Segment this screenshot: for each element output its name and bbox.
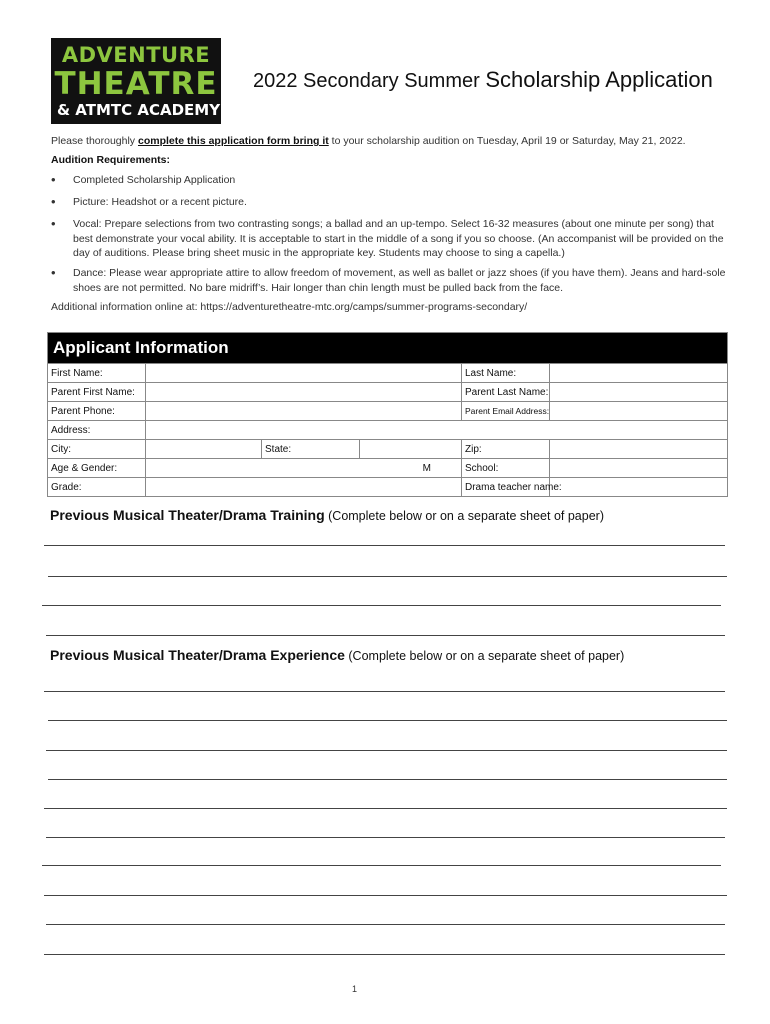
intro-paragraph: [51, 134, 731, 148]
experience-write-line[interactable]: [42, 865, 721, 866]
logo-line-3: & ATMTC ACADEMY: [57, 101, 221, 119]
experience-write-line[interactable]: [44, 691, 725, 692]
zip-label: Zip:: [462, 440, 550, 459]
state-label: State:: [262, 440, 360, 459]
first-name-label: First Name:: [48, 364, 146, 383]
bullet-icon: •: [51, 216, 56, 231]
experience-write-line[interactable]: [44, 895, 727, 896]
zip-field[interactable]: [550, 440, 728, 459]
training-write-line[interactable]: [42, 605, 721, 606]
additional-info: Additional information online at: https://adventuretheatre-mtc.org/camps/summer-programs-secondary/: [51, 301, 528, 313]
address-field[interactable]: [146, 421, 728, 440]
requirement-text: Picture: Headshot or a recent picture.: [73, 196, 247, 208]
drama-teacher-field[interactable]: [550, 478, 728, 497]
parent-last-name-field[interactable]: [550, 383, 728, 402]
bullet-icon: •: [51, 194, 56, 209]
training-write-line[interactable]: [48, 576, 727, 577]
parent-phone-field[interactable]: [146, 402, 462, 421]
intro-after: to your scholarship audition on Tuesday, April 19 or Saturday, May 21, 2022.: [328, 135, 686, 147]
intro-underlined: complete this application form bring it: [137, 135, 329, 147]
experience-write-line[interactable]: [48, 720, 727, 721]
experience-section-title: [50, 647, 624, 663]
grade-field[interactable]: [146, 478, 462, 497]
parent-first-name-label: Parent First Name:: [48, 383, 146, 402]
training-title: Previous Musical Theater/Drama Training: [50, 507, 325, 523]
age-gender-field[interactable]: M: [146, 459, 462, 478]
address-label: Address:: [48, 421, 146, 440]
bullet-icon: •: [51, 172, 56, 187]
training-section-title: [50, 507, 604, 523]
city-field[interactable]: [146, 440, 262, 459]
intro-before: Please thoroughly: [51, 135, 138, 147]
parent-phone-label: Parent Phone:: [48, 402, 146, 421]
grade-label: Grade:: [48, 478, 146, 497]
experience-title: Previous Musical Theater/Drama Experience: [50, 647, 345, 663]
requirements-heading: Audition Requirements:: [51, 154, 171, 166]
experience-write-line[interactable]: [48, 779, 727, 780]
logo-line-2: THEATRE: [54, 66, 218, 102]
bullet-icon: •: [51, 265, 56, 280]
adventure-theatre-logo: [51, 38, 221, 124]
parent-email-label: Parent Email Address:: [462, 402, 550, 421]
title-part-2: Scholarship Application: [485, 67, 713, 92]
state-field[interactable]: [360, 440, 462, 459]
school-field[interactable]: [550, 459, 728, 478]
last-name-label: Last Name:: [462, 364, 550, 383]
experience-write-line[interactable]: [46, 837, 725, 838]
title-part-1: 2022 Secondary Summer: [253, 70, 486, 92]
school-label: School:: [462, 459, 550, 478]
page-number: 1: [352, 984, 358, 994]
experience-note: (Complete below or on a separate sheet of paper): [344, 649, 625, 663]
applicant-information-table: [47, 332, 728, 497]
parent-last-name-label: Parent Last Name:: [462, 383, 550, 402]
requirement-text: Dance: Please wear appropriate attire to allow freedom of movement, as well as ballet or jazz shoes (if you have them). Jeans and hard-sole shoes are not permitted. No bare midriff’s. Hair longer than chin length must be pulled back from the face.: [73, 267, 726, 294]
parent-email-field[interactable]: [550, 402, 728, 421]
parent-first-name-field[interactable]: [146, 383, 462, 402]
experience-write-line[interactable]: [46, 750, 727, 751]
training-note: (Complete below or on a separate sheet of paper): [324, 509, 604, 523]
city-label: City:: [48, 440, 146, 459]
drama-teacher-label: Drama teacher name:: [462, 478, 550, 497]
requirement-text: Vocal: Prepare selections from two contrasting songs; a ballad and an up-tempo. Select 16-32 measures (about one minute per song) that best demonstrate your vocal ability. It is acceptable to start in the middle of a song if you so choose. (An accompanist will be provided on the day of auditions. Please bring sheet music in the appropriate key. Students may choose to sing a capella.): [73, 218, 724, 259]
first-name-field[interactable]: [146, 364, 462, 383]
training-write-line[interactable]: [44, 545, 725, 546]
logo-line-1: ADVENTURE: [61, 43, 211, 67]
training-write-line[interactable]: [46, 635, 725, 636]
applicant-info-heading: Applicant Information: [48, 333, 728, 364]
age-gender-label: Age & Gender:: [48, 459, 146, 478]
experience-write-line[interactable]: [44, 954, 725, 955]
page-title: [253, 67, 713, 93]
experience-write-line[interactable]: [44, 808, 727, 809]
experience-write-line[interactable]: [46, 924, 725, 925]
last-name-field[interactable]: [550, 364, 728, 383]
requirement-text: Completed Scholarship Application: [73, 174, 236, 186]
